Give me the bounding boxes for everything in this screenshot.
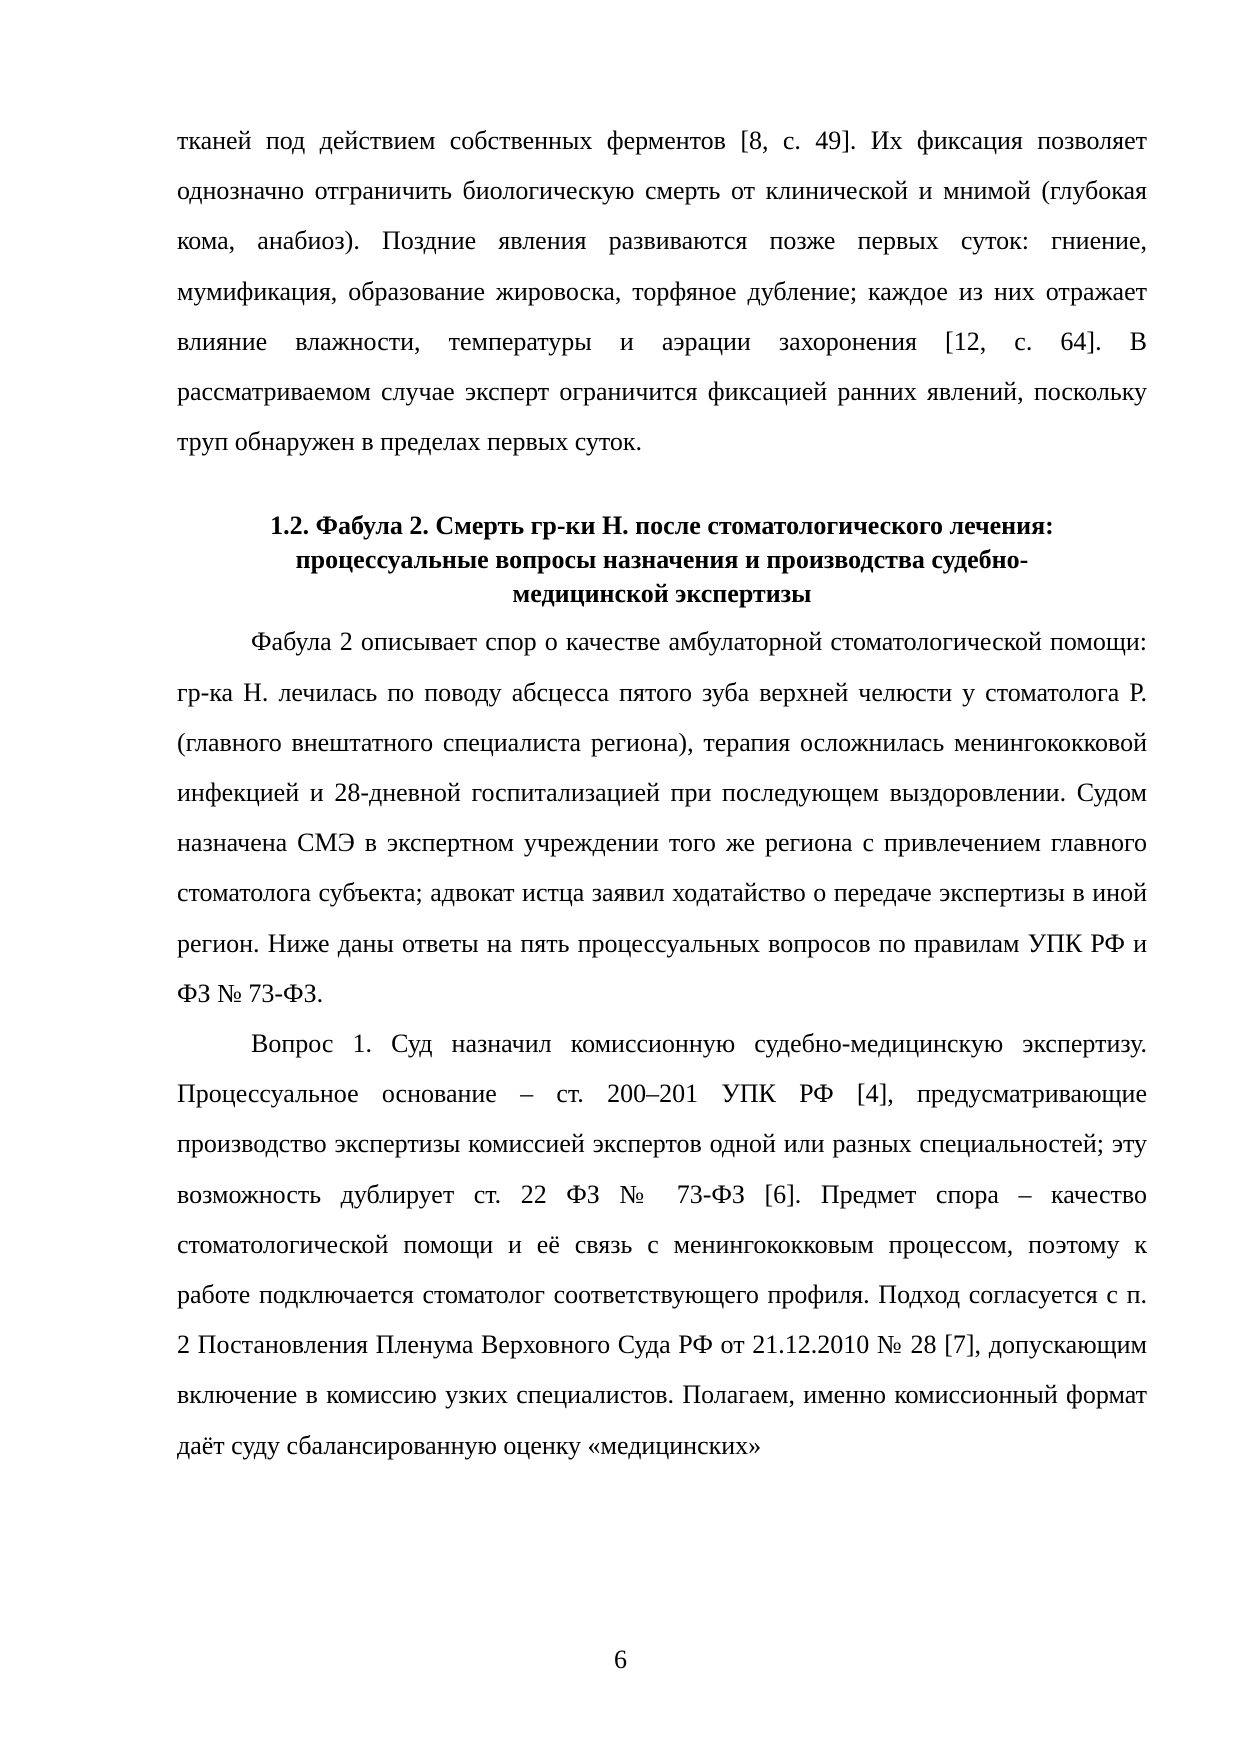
section-heading [177,509,1147,611]
paragraph-continuation: тканей под действием собственных ферментов [8, с. 49]. Их фиксация позволяет однозначно отграничить биологическую смерть от клинической и мнимой (глубокая кома, анабиоз). Поздние явления развиваются позже первых суток: гниение, мумификация, образование жировоска, торфяное дубление; каждое из них отражает влияние влажности, температуры и аэрации захоронения [12, с. 64]. В рассматриваемом случае эксперт ограничится фиксацией ранних явлений, поскольку труп обнаружен в пределах первых суток. [177,126,1147,457]
section-heading-line-1: 1.2. Фабула 2. Смерть гр-ки Н. после стоматологического лечения: [270,511,1054,541]
paragraph-question-1: Вопрос 1. Суд назначил комиссионную судебно-медицинскую экспертизу. Процессуальное основание – ст. 200–201 УПК РФ [4], предусматривающие производство экспертизы комиссией экспертов одной или разных специальностей; эту возможность дублирует ст. 22 ФЗ № 73-ФЗ [6]. Предмет спора – качество стоматологической помощи и её связь с менингококковым процессом, поэтому к работе подключается стоматолог соответствующего профиля. Подход согласуется с п. 2 Постановления Пленума Верховного Суда РФ от 21.12.2010 № 28 [7], допускающим включение в комиссию узких специалистов. Полагаем, именно комиссионный формат даёт суду сбалансированную оценку «медицинских» [177,1029,1147,1460]
paragraph-fabula-2: Фабула 2 описывает спор о качестве амбулаторной стоматологической помощи: гр-ка Н. лечилась по поводу абсцесса пятого зуба верхней челюсти у стоматолога Р. (главного внештатного специалиста региона), терапия осложнилась менингококковой инфекцией и 28-дневной госпитализацией при последующем выздоровлении. Судом назначена СМЭ в экспертном учреждении того же региона с привлечением главного стоматолога субъекта; адвокат истца заявил ходатайство о передаче экспертизы в иной регион. Ниже даны ответы на пять процессуальных вопросов по правилам УПК РФ и ФЗ № 73-ФЗ. [177,627,1147,1008]
page-content [177,116,1147,1471]
section-heading-line-2: процессуальные вопросы назначения и производства судебно- [295,545,1029,575]
page-number: 6 [614,1645,627,1674]
section-heading-line-3: медицинской экспертизы [512,579,812,609]
